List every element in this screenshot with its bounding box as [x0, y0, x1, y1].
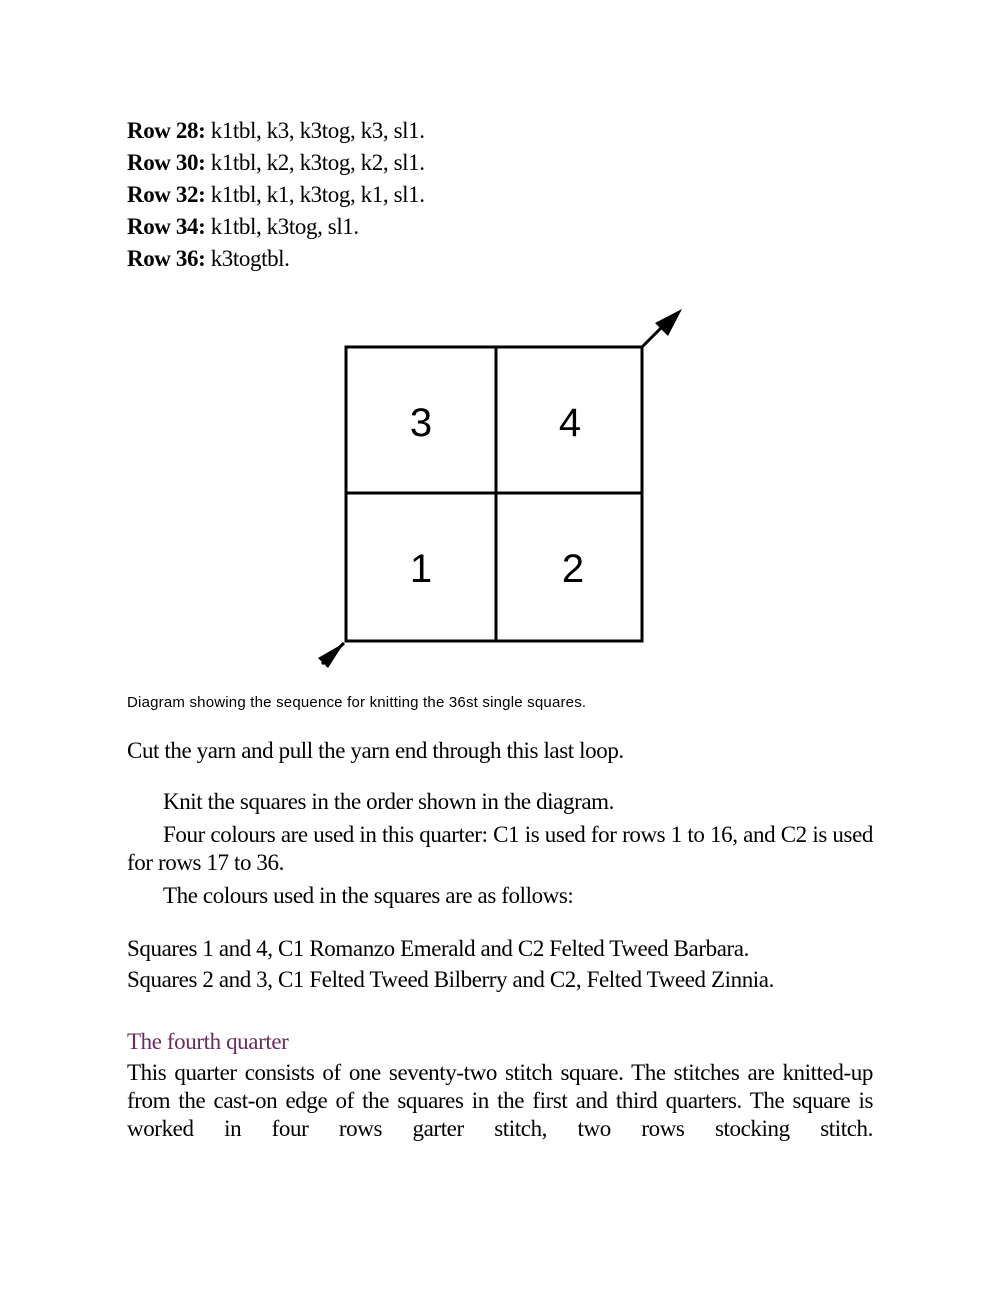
row-label: Row 36:: [127, 246, 206, 271]
row-text: k1tbl, k1, k3tog, k1, sl1.: [205, 182, 425, 207]
row-32-instruction: [127, 179, 425, 211]
row-34-instruction: [127, 211, 425, 243]
row-label: Row 28:: [127, 118, 206, 143]
square-number-3: 3: [409, 401, 433, 445]
section-heading: The fourth quarter: [127, 1029, 289, 1054]
start-arrow-icon: [318, 643, 344, 668]
row-text: k1tbl, k2, k3tog, k2, sl1.: [205, 150, 425, 175]
row-36-instruction: [127, 243, 425, 275]
fourth-quarter-paragraph: This quarter consists of one seventy-two stitch square. The stitches are knitted-up from the cast-on edge of the squares in the first and third quarters. The square is worked in four rows garter stitch, two rows stocking stitch.: [127, 1060, 873, 1141]
finish-arrow-icon: [642, 309, 682, 347]
diagram-caption: Diagram showing the sequence for knitting the 36st single squares.: [127, 694, 587, 711]
row-label: Row 30:: [127, 150, 206, 175]
square-number-2: 2: [561, 547, 585, 591]
colours-paragraph: Four colours are used in this quarter: C1 is used for rows 1 to 16, and C2 is used for rows 17 to 36.: [127, 822, 873, 875]
square-number-1: 1: [409, 547, 433, 591]
row-text: k1tbl, k3tog, sl1.: [205, 214, 359, 239]
row-28-instruction: [127, 115, 425, 147]
row-label: Row 32:: [127, 182, 206, 207]
row-label: Row 34:: [127, 214, 206, 239]
row-instructions: [127, 115, 425, 275]
squares-1-4-line: Squares 1 and 4, C1 Romanzo Emerald and C2 Felted Tweed Barbara.: [127, 936, 749, 961]
cut-yarn-paragraph: Cut the yarn and pull the yarn end through this last loop.: [127, 738, 624, 763]
squares-2-3-line: Squares 2 and 3, C1 Felted Tweed Bilberry and C2, Felted Tweed Zinnia.: [127, 967, 774, 992]
order-paragraph: Knit the squares in the order shown in the diagram.: [163, 789, 614, 814]
colours-intro-paragraph: The colours used in the squares are as follows:: [163, 883, 574, 908]
row-30-instruction: [127, 147, 425, 179]
row-text: k1tbl, k3, k3tog, k3, sl1.: [205, 118, 425, 143]
row-text: k3togtbl.: [205, 246, 290, 271]
knitting-sequence-diagram: [300, 300, 700, 680]
square-number-4: 4: [558, 401, 582, 445]
